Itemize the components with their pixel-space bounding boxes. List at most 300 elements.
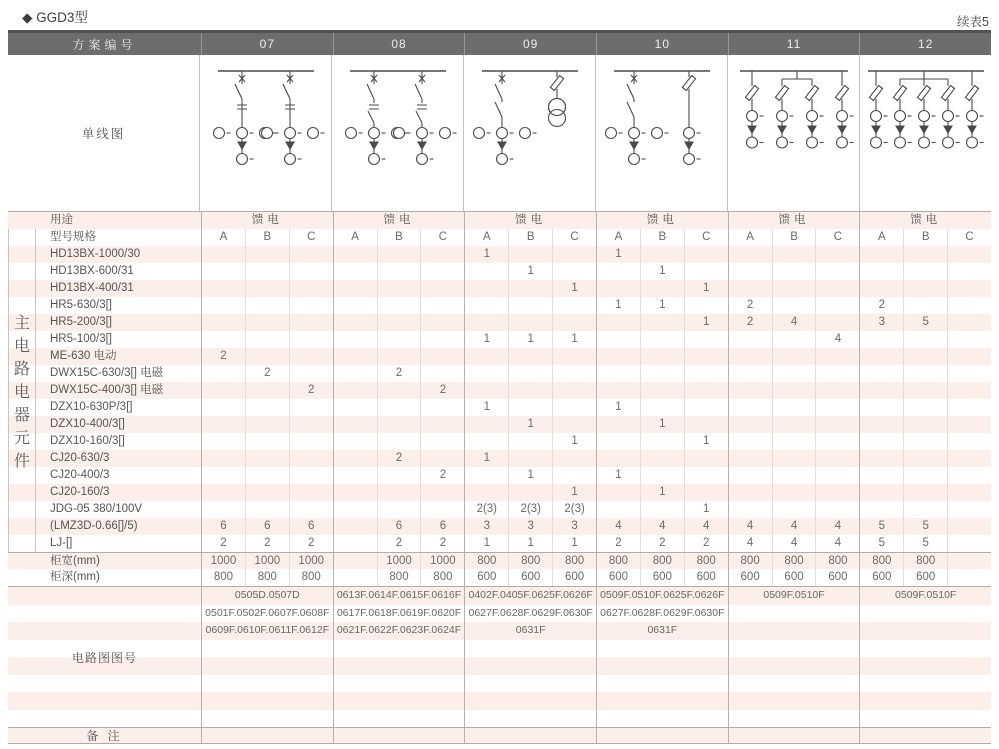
qty-cell bbox=[772, 263, 816, 280]
single-line-diagram-07 bbox=[200, 55, 331, 212]
qty-cell bbox=[815, 382, 859, 399]
qty-cell bbox=[377, 382, 421, 399]
qty-cell bbox=[859, 280, 903, 297]
component-cells bbox=[201, 331, 991, 348]
component-cells bbox=[201, 246, 991, 263]
subcolumn-header: B bbox=[245, 229, 289, 246]
side-label-char: 主 bbox=[13, 315, 30, 332]
subcolumn-header: A bbox=[859, 229, 903, 246]
qty-cell: 2 bbox=[420, 382, 464, 399]
dimension-cells bbox=[201, 553, 991, 569]
subcolumn-header: A bbox=[596, 229, 640, 246]
qty-cell bbox=[377, 484, 421, 501]
qty-cell: 2 bbox=[684, 535, 728, 552]
component-label: CJ20-400/3 bbox=[50, 469, 110, 481]
qty-cell bbox=[377, 297, 421, 314]
drawing-number-cell bbox=[728, 605, 860, 623]
component-label: DZX10-630P/3[] bbox=[50, 401, 133, 413]
qty-cell bbox=[772, 365, 816, 382]
qty-cell bbox=[333, 365, 377, 382]
qty-cell: 2(3) bbox=[508, 501, 552, 518]
qty-cell bbox=[420, 314, 464, 331]
component-row bbox=[8, 399, 991, 416]
usage-label: 用途 bbox=[50, 214, 73, 226]
component-row bbox=[8, 433, 991, 450]
qty-cell: 2 bbox=[640, 535, 684, 552]
qty-cell bbox=[684, 450, 728, 467]
qty-cell bbox=[640, 348, 684, 365]
drawing-number-cell bbox=[728, 692, 860, 710]
side-label-char: 路 bbox=[13, 361, 30, 378]
drawing-number-cell bbox=[728, 675, 860, 693]
qty-cell: 2 bbox=[859, 297, 903, 314]
qty-cell bbox=[903, 433, 947, 450]
component-label: CJ20-160/3 bbox=[50, 486, 110, 498]
qty-cell: 5 bbox=[859, 535, 903, 552]
qty-cell: 1 bbox=[596, 467, 640, 484]
scheme-header-08: 08 bbox=[333, 33, 465, 55]
diagram-cell-08 bbox=[331, 55, 463, 211]
dimension-cell: 800 bbox=[201, 569, 245, 586]
qty-cell bbox=[815, 433, 859, 450]
drawing-number-cell bbox=[464, 692, 596, 710]
qty-cell bbox=[552, 348, 596, 365]
drawing-number-cell bbox=[596, 675, 728, 693]
qty-cell bbox=[903, 297, 947, 314]
qty-cell: 2 bbox=[596, 535, 640, 552]
usage-cell-09: 馈电 bbox=[464, 212, 596, 229]
drawing-number-cell: 0505D.0507D bbox=[201, 587, 333, 605]
qty-cell: 2 bbox=[289, 535, 333, 552]
qty-cell bbox=[815, 484, 859, 501]
qty-cell bbox=[815, 501, 859, 518]
qty-cell bbox=[772, 433, 816, 450]
qty-cell bbox=[333, 246, 377, 263]
side-label-char: 件 bbox=[13, 453, 30, 470]
qty-cell: 1 bbox=[684, 501, 728, 518]
subcolumn-header: C bbox=[552, 229, 596, 246]
qty-cell bbox=[947, 484, 991, 501]
qty-cell bbox=[596, 348, 640, 365]
qty-cell: 1 bbox=[508, 263, 552, 280]
drawing-number-cell bbox=[464, 710, 596, 728]
qty-cell: 1 bbox=[552, 280, 596, 297]
qty-cell bbox=[728, 501, 772, 518]
qty-cell bbox=[947, 467, 991, 484]
qty-cell bbox=[201, 399, 245, 416]
qty-cell bbox=[772, 501, 816, 518]
drawing-number-cell: 0509F.0510F bbox=[728, 587, 860, 605]
qty-cell bbox=[728, 382, 772, 399]
qty-cell: 1 bbox=[508, 535, 552, 552]
qty-cell bbox=[464, 280, 508, 297]
qty-cell bbox=[772, 280, 816, 297]
qty-cell bbox=[289, 484, 333, 501]
qty-cell bbox=[947, 450, 991, 467]
qty-cell bbox=[552, 467, 596, 484]
dimension-cell: 800 bbox=[640, 553, 684, 569]
qty-cell bbox=[596, 263, 640, 280]
qty-cell bbox=[289, 297, 333, 314]
qty-cell bbox=[201, 297, 245, 314]
dimension-cell: 800 bbox=[728, 553, 772, 569]
dimension-cell bbox=[333, 553, 377, 569]
qty-cell bbox=[772, 246, 816, 263]
side-label-char: 电 bbox=[13, 384, 30, 401]
qty-cell: 2 bbox=[420, 467, 464, 484]
component-label: DWX15C-630/3[] 电磁 bbox=[50, 367, 164, 379]
dimension-cell: 800 bbox=[245, 569, 289, 586]
dimension-label: 柜深(mm) bbox=[50, 571, 100, 583]
qty-cell: 6 bbox=[201, 518, 245, 535]
single-line-diagram-09 bbox=[464, 55, 595, 212]
qty-cell bbox=[464, 382, 508, 399]
component-cells bbox=[201, 484, 991, 501]
qty-cell: 2(3) bbox=[552, 501, 596, 518]
qty-cell bbox=[684, 484, 728, 501]
qty-cell: 5 bbox=[859, 518, 903, 535]
component-row bbox=[8, 365, 991, 382]
component-row bbox=[8, 314, 991, 331]
component-label: HD13BX-400/31 bbox=[50, 282, 134, 294]
qty-cell: 2 bbox=[420, 535, 464, 552]
qty-cell bbox=[815, 280, 859, 297]
qty-cell bbox=[201, 501, 245, 518]
qty-cell bbox=[245, 501, 289, 518]
component-cells bbox=[201, 467, 991, 484]
drawing-number-cell bbox=[859, 657, 991, 675]
dimension-rows bbox=[8, 552, 991, 586]
qty-cell bbox=[903, 416, 947, 433]
qty-cell bbox=[333, 484, 377, 501]
qty-cell bbox=[859, 382, 903, 399]
remark-cell bbox=[333, 728, 465, 743]
drawing-number-cell: 0631F bbox=[596, 622, 728, 640]
qty-cell: 1 bbox=[464, 399, 508, 416]
qty-cell: 2 bbox=[728, 314, 772, 331]
qty-cell bbox=[815, 263, 859, 280]
qty-cell bbox=[903, 331, 947, 348]
qty-cell bbox=[464, 263, 508, 280]
qty-cell bbox=[728, 416, 772, 433]
qty-cell bbox=[333, 331, 377, 348]
qty-cell bbox=[420, 484, 464, 501]
drawing-number-cell bbox=[333, 710, 465, 728]
qty-cell: 3 bbox=[508, 518, 552, 535]
subcolumn-header: A bbox=[333, 229, 377, 246]
qty-cell bbox=[289, 433, 333, 450]
qty-cell: 5 bbox=[903, 518, 947, 535]
qty-cell bbox=[947, 314, 991, 331]
qty-cell: 6 bbox=[289, 518, 333, 535]
qty-cell bbox=[289, 314, 333, 331]
drawing-number-cell: 0631F bbox=[464, 622, 596, 640]
qty-cell bbox=[815, 314, 859, 331]
usage-cell-08: 馈电 bbox=[333, 212, 465, 229]
qty-cell bbox=[947, 263, 991, 280]
qty-cell bbox=[947, 348, 991, 365]
qty-cell bbox=[508, 314, 552, 331]
qty-cell bbox=[245, 314, 289, 331]
qty-cell bbox=[245, 297, 289, 314]
side-label-char: 电 bbox=[13, 338, 30, 355]
qty-cell bbox=[289, 450, 333, 467]
qty-cell bbox=[728, 348, 772, 365]
scheme-header-07: 07 bbox=[201, 33, 333, 55]
qty-cell bbox=[420, 365, 464, 382]
scheme-header-10: 10 bbox=[596, 33, 728, 55]
drawing-number-cell bbox=[859, 675, 991, 693]
qty-cell bbox=[377, 399, 421, 416]
qty-cell bbox=[859, 331, 903, 348]
qty-cell bbox=[245, 331, 289, 348]
qty-cell bbox=[903, 450, 947, 467]
component-cells bbox=[201, 399, 991, 416]
qty-cell bbox=[772, 331, 816, 348]
qty-cell bbox=[947, 518, 991, 535]
qty-cell bbox=[903, 280, 947, 297]
qty-cell bbox=[289, 501, 333, 518]
component-row bbox=[8, 450, 991, 467]
qty-cell bbox=[508, 450, 552, 467]
component-cells bbox=[201, 365, 991, 382]
title-bar bbox=[8, 0, 991, 30]
qty-cell bbox=[508, 297, 552, 314]
qty-cell bbox=[245, 467, 289, 484]
drawing-number-cell bbox=[728, 640, 860, 658]
qty-cell: 1 bbox=[464, 331, 508, 348]
qty-cell bbox=[420, 433, 464, 450]
spec-label: 型号规格 bbox=[50, 231, 96, 243]
qty-cell bbox=[201, 484, 245, 501]
drawing-number-cell bbox=[859, 622, 991, 640]
remark-cell bbox=[728, 728, 860, 743]
qty-cell bbox=[377, 314, 421, 331]
component-label: HR5-630/3[] bbox=[50, 299, 113, 311]
qty-cell bbox=[815, 365, 859, 382]
drawing-number-cell bbox=[201, 692, 333, 710]
qty-cell: 4 bbox=[772, 518, 816, 535]
qty-cell bbox=[640, 246, 684, 263]
qty-cell bbox=[508, 348, 552, 365]
dimension-cell: 800 bbox=[420, 569, 464, 586]
qty-cell bbox=[289, 467, 333, 484]
qty-cell bbox=[552, 416, 596, 433]
qty-cell: 1 bbox=[596, 246, 640, 263]
qty-cell bbox=[245, 280, 289, 297]
single-line-diagram-11 bbox=[728, 55, 859, 212]
qty-cell bbox=[772, 297, 816, 314]
dimension-cell: 1000 bbox=[245, 553, 289, 569]
qty-cell bbox=[201, 450, 245, 467]
qty-cell bbox=[508, 280, 552, 297]
component-cells bbox=[201, 297, 991, 314]
qty-cell bbox=[772, 416, 816, 433]
dimension-cell: 600 bbox=[464, 569, 508, 586]
component-label: ME-630 电动 bbox=[50, 350, 117, 362]
qty-cell bbox=[245, 382, 289, 399]
qty-cell bbox=[333, 535, 377, 552]
remark-cell bbox=[464, 728, 596, 743]
qty-cell bbox=[333, 433, 377, 450]
qty-cell bbox=[684, 467, 728, 484]
qty-cell: 1 bbox=[640, 416, 684, 433]
qty-cell bbox=[464, 365, 508, 382]
component-label: DWX15C-400/3[] 电磁 bbox=[50, 384, 164, 396]
qty-cell bbox=[552, 246, 596, 263]
subcolumn-header: C bbox=[684, 229, 728, 246]
qty-cell bbox=[859, 450, 903, 467]
dimension-cell: 600 bbox=[508, 569, 552, 586]
qty-cell bbox=[552, 399, 596, 416]
qty-cell bbox=[333, 416, 377, 433]
qty-cell: 4 bbox=[772, 314, 816, 331]
drawing-number-cell bbox=[859, 640, 991, 658]
component-row bbox=[8, 331, 991, 348]
drawing-number-cell bbox=[728, 657, 860, 675]
subcolumn-header: A bbox=[464, 229, 508, 246]
component-cells bbox=[201, 501, 991, 518]
qty-cell bbox=[684, 348, 728, 365]
dimension-cell bbox=[947, 553, 991, 569]
qty-cell bbox=[903, 382, 947, 399]
component-label: DZX10-160/3[] bbox=[50, 435, 125, 447]
component-row bbox=[8, 263, 991, 280]
qty-cell bbox=[464, 348, 508, 365]
qty-cell bbox=[903, 501, 947, 518]
drawing-number-cell bbox=[596, 710, 728, 728]
qty-cell: 4 bbox=[728, 535, 772, 552]
component-rows bbox=[8, 246, 991, 552]
dimension-cell: 800 bbox=[289, 569, 333, 586]
qty-cell bbox=[508, 382, 552, 399]
qty-cell: 4 bbox=[815, 518, 859, 535]
qty-cell bbox=[245, 246, 289, 263]
qty-cell bbox=[333, 467, 377, 484]
component-label: CJ20-630/3 bbox=[50, 452, 110, 464]
qty-cell bbox=[420, 280, 464, 297]
dimension-cells bbox=[201, 569, 991, 586]
qty-cell: 4 bbox=[596, 518, 640, 535]
dimension-cell: 1000 bbox=[420, 553, 464, 569]
scheme-header-09: 09 bbox=[464, 33, 596, 55]
qty-cell bbox=[596, 314, 640, 331]
qty-cell bbox=[947, 280, 991, 297]
component-label: DZX10-400/3[] bbox=[50, 418, 125, 430]
drawing-number-cell bbox=[596, 692, 728, 710]
qty-cell: 1 bbox=[596, 297, 640, 314]
scheme-header-11: 11 bbox=[728, 33, 860, 55]
side-label-char: 元 bbox=[13, 430, 30, 447]
qty-cell bbox=[815, 450, 859, 467]
spec-header-row bbox=[8, 229, 991, 246]
dimension-cell bbox=[947, 569, 991, 586]
component-row bbox=[8, 246, 991, 263]
dimension-cell: 600 bbox=[859, 569, 903, 586]
qty-cell bbox=[377, 263, 421, 280]
qty-cell bbox=[903, 246, 947, 263]
drawing-number-cell bbox=[201, 675, 333, 693]
qty-cell bbox=[420, 450, 464, 467]
qty-cell: 2 bbox=[201, 348, 245, 365]
qty-cell: 1 bbox=[596, 399, 640, 416]
component-row bbox=[8, 297, 991, 314]
qty-cell bbox=[596, 433, 640, 450]
qty-cell bbox=[772, 484, 816, 501]
component-label: LJ-[] bbox=[50, 537, 73, 549]
qty-cell bbox=[640, 314, 684, 331]
qty-cell bbox=[815, 416, 859, 433]
qty-cell bbox=[333, 518, 377, 535]
qty-cell bbox=[640, 501, 684, 518]
qty-cell: 3 bbox=[552, 518, 596, 535]
qty-cell: 5 bbox=[903, 314, 947, 331]
component-cells bbox=[201, 416, 991, 433]
dimension-cell: 600 bbox=[772, 569, 816, 586]
qty-cell: 2 bbox=[201, 535, 245, 552]
drawing-number-cell bbox=[201, 640, 333, 658]
dimension-cell: 600 bbox=[684, 569, 728, 586]
qty-cell bbox=[333, 501, 377, 518]
component-row bbox=[8, 416, 991, 433]
drawing-number-cell: 0621F.0622F.0623F.0624F bbox=[333, 622, 465, 640]
qty-cell: 1 bbox=[640, 263, 684, 280]
dimension-cell: 600 bbox=[596, 569, 640, 586]
qty-cell bbox=[728, 399, 772, 416]
component-section bbox=[8, 229, 991, 552]
dimension-cell: 600 bbox=[640, 569, 684, 586]
continuation-note: 续表5 bbox=[957, 15, 989, 29]
qty-cell: 4 bbox=[684, 518, 728, 535]
qty-cell bbox=[859, 399, 903, 416]
qty-cell bbox=[245, 484, 289, 501]
component-row bbox=[8, 518, 991, 535]
qty-cell bbox=[552, 314, 596, 331]
qty-cell bbox=[903, 399, 947, 416]
component-cells bbox=[201, 382, 991, 399]
dimension-cell: 800 bbox=[552, 553, 596, 569]
qty-cell bbox=[596, 280, 640, 297]
qty-cell bbox=[640, 280, 684, 297]
drawing-number-cell bbox=[333, 692, 465, 710]
subcolumn-header: B bbox=[377, 229, 421, 246]
qty-cell bbox=[684, 331, 728, 348]
qty-cell bbox=[596, 501, 640, 518]
qty-cell bbox=[333, 450, 377, 467]
dimension-cell: 800 bbox=[596, 553, 640, 569]
drawing-number-cell: 0609F.0610F.0611F.0612F bbox=[201, 622, 333, 640]
qty-cell bbox=[508, 484, 552, 501]
drawing-number-cell: 0627F.0628F.0629F.0630F bbox=[596, 605, 728, 623]
qty-cell bbox=[201, 280, 245, 297]
qty-cell bbox=[289, 416, 333, 433]
qty-cell: 2 bbox=[245, 365, 289, 382]
qty-cell bbox=[420, 331, 464, 348]
component-label: HD13BX-1000/30 bbox=[50, 248, 141, 260]
qty-cell bbox=[859, 263, 903, 280]
component-cells bbox=[201, 433, 991, 450]
drawing-number-cell bbox=[728, 622, 860, 640]
qty-cell bbox=[245, 416, 289, 433]
component-cells bbox=[201, 280, 991, 297]
qty-cell bbox=[201, 314, 245, 331]
dimension-cell: 800 bbox=[903, 553, 947, 569]
drawing-number-cell bbox=[728, 710, 860, 728]
qty-cell bbox=[596, 331, 640, 348]
qty-cell bbox=[640, 365, 684, 382]
qty-cell bbox=[859, 501, 903, 518]
dimension-cell: 800 bbox=[508, 553, 552, 569]
